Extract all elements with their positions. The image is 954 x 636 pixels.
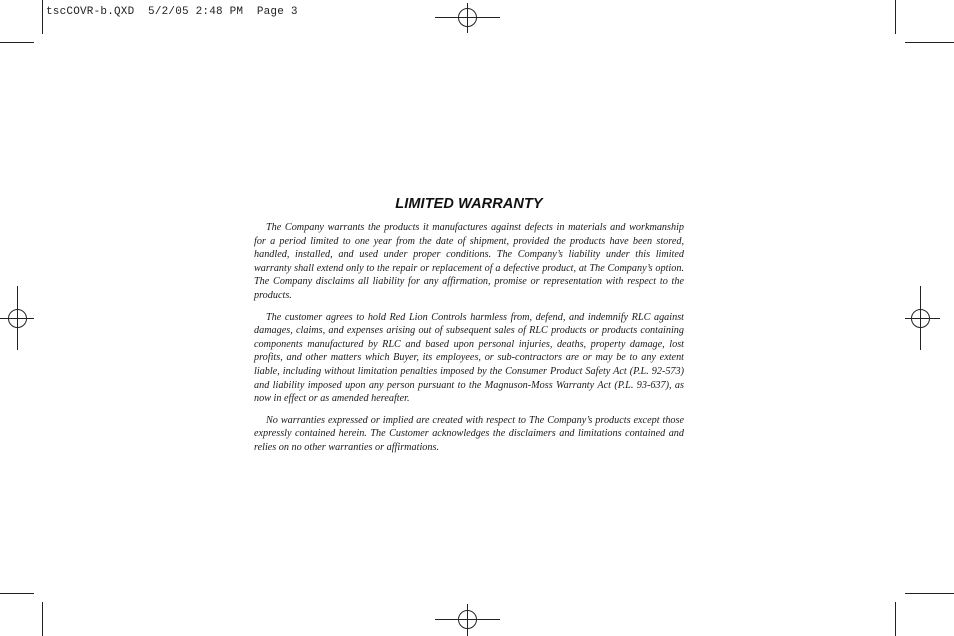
registration-mark-bottom <box>435 604 500 636</box>
registration-mark-right <box>905 286 940 350</box>
indemnification-paragraph: The customer agrees to hold Red Lion Controls harmless from, defend, and indemnify RLC against damages, claims, and expenses arising out of subsequent sales of RLC products or products containing components manufactured by RLC and based upon personal injuries, deaths, property damage, lost profits, and other matters which Buyer, its employees, or sub-contractors are or may be to any extent liable, including without limitation penalties imposed by the Consumer Product Safety Act (P.L. 92-573) and liability imposed upon any person pursuant to the Magnuson-Moss Warranty Act (P.L. 93-637), as now in effect or as amended hereafter. <box>254 311 684 405</box>
registration-mark-left <box>0 286 34 350</box>
file-slug: tscCOVR-b.QXD 5/2/05 2:48 PM Page 3 <box>46 6 298 18</box>
warranty-title: LIMITED WARRANTY <box>395 196 543 212</box>
registration-mark-top <box>435 3 500 33</box>
no-other-warranties-paragraph: No warranties expressed or implied are created with respect to The Company’s products except those expressly contained herein. The Customer acknowledges the disclaimers and limitations contained and relies on no other warranties or affirmations. <box>254 414 684 453</box>
warranty-paragraph: The Company warrants the products it manufactures against defects in materials and workmanship for a period limited to one year from the date of shipment, provided the products have been stored, handled, installed, and used under proper conditions. The Company’s liability under this limited warranty shall extend only to the repair or replacement of a defective product, at The Company’s option. The Company disclaims all liability for any affirmation, promise or representation with respect to the products. <box>254 222 684 301</box>
warranty-section <box>254 196 684 463</box>
